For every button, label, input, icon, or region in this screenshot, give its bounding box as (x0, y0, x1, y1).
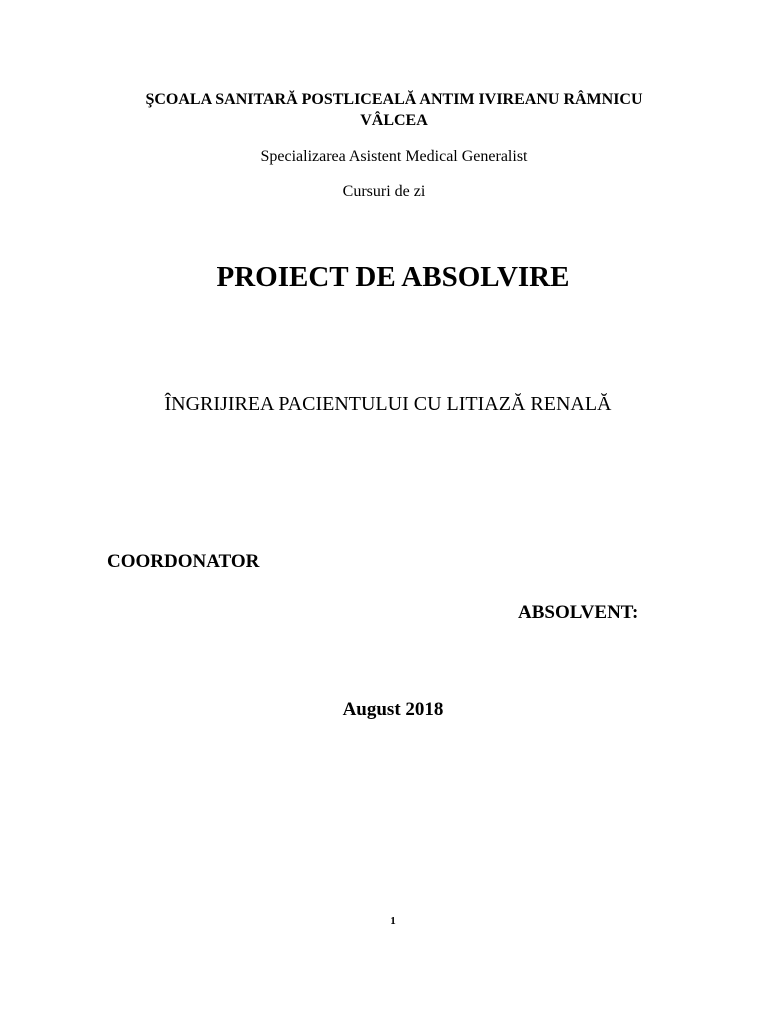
courses-text: Cursuri de zi (342, 183, 426, 200)
graduate-label: ABSOLVENT: (518, 602, 639, 623)
coordinator-label: COORDONATOR (107, 551, 260, 572)
project-subject: ÎNGRIJIREA PACIENTULUI CU LITIAZĂ RENALĂ (164, 393, 612, 415)
document-date: August 2018 (342, 699, 444, 720)
school-name-line-1: ŞCOALA SANITARĂ POSTLICEALĂ ANTIM IVIREANU RÂMNICU (145, 91, 643, 108)
school-name-line-2: VÂLCEA (360, 112, 428, 129)
specialization-text: Specializarea Asistent Medical Generalist (260, 148, 528, 165)
document-title: PROIECT DE ABSOLVIRE (216, 261, 570, 293)
page-number: 1 (390, 915, 396, 927)
